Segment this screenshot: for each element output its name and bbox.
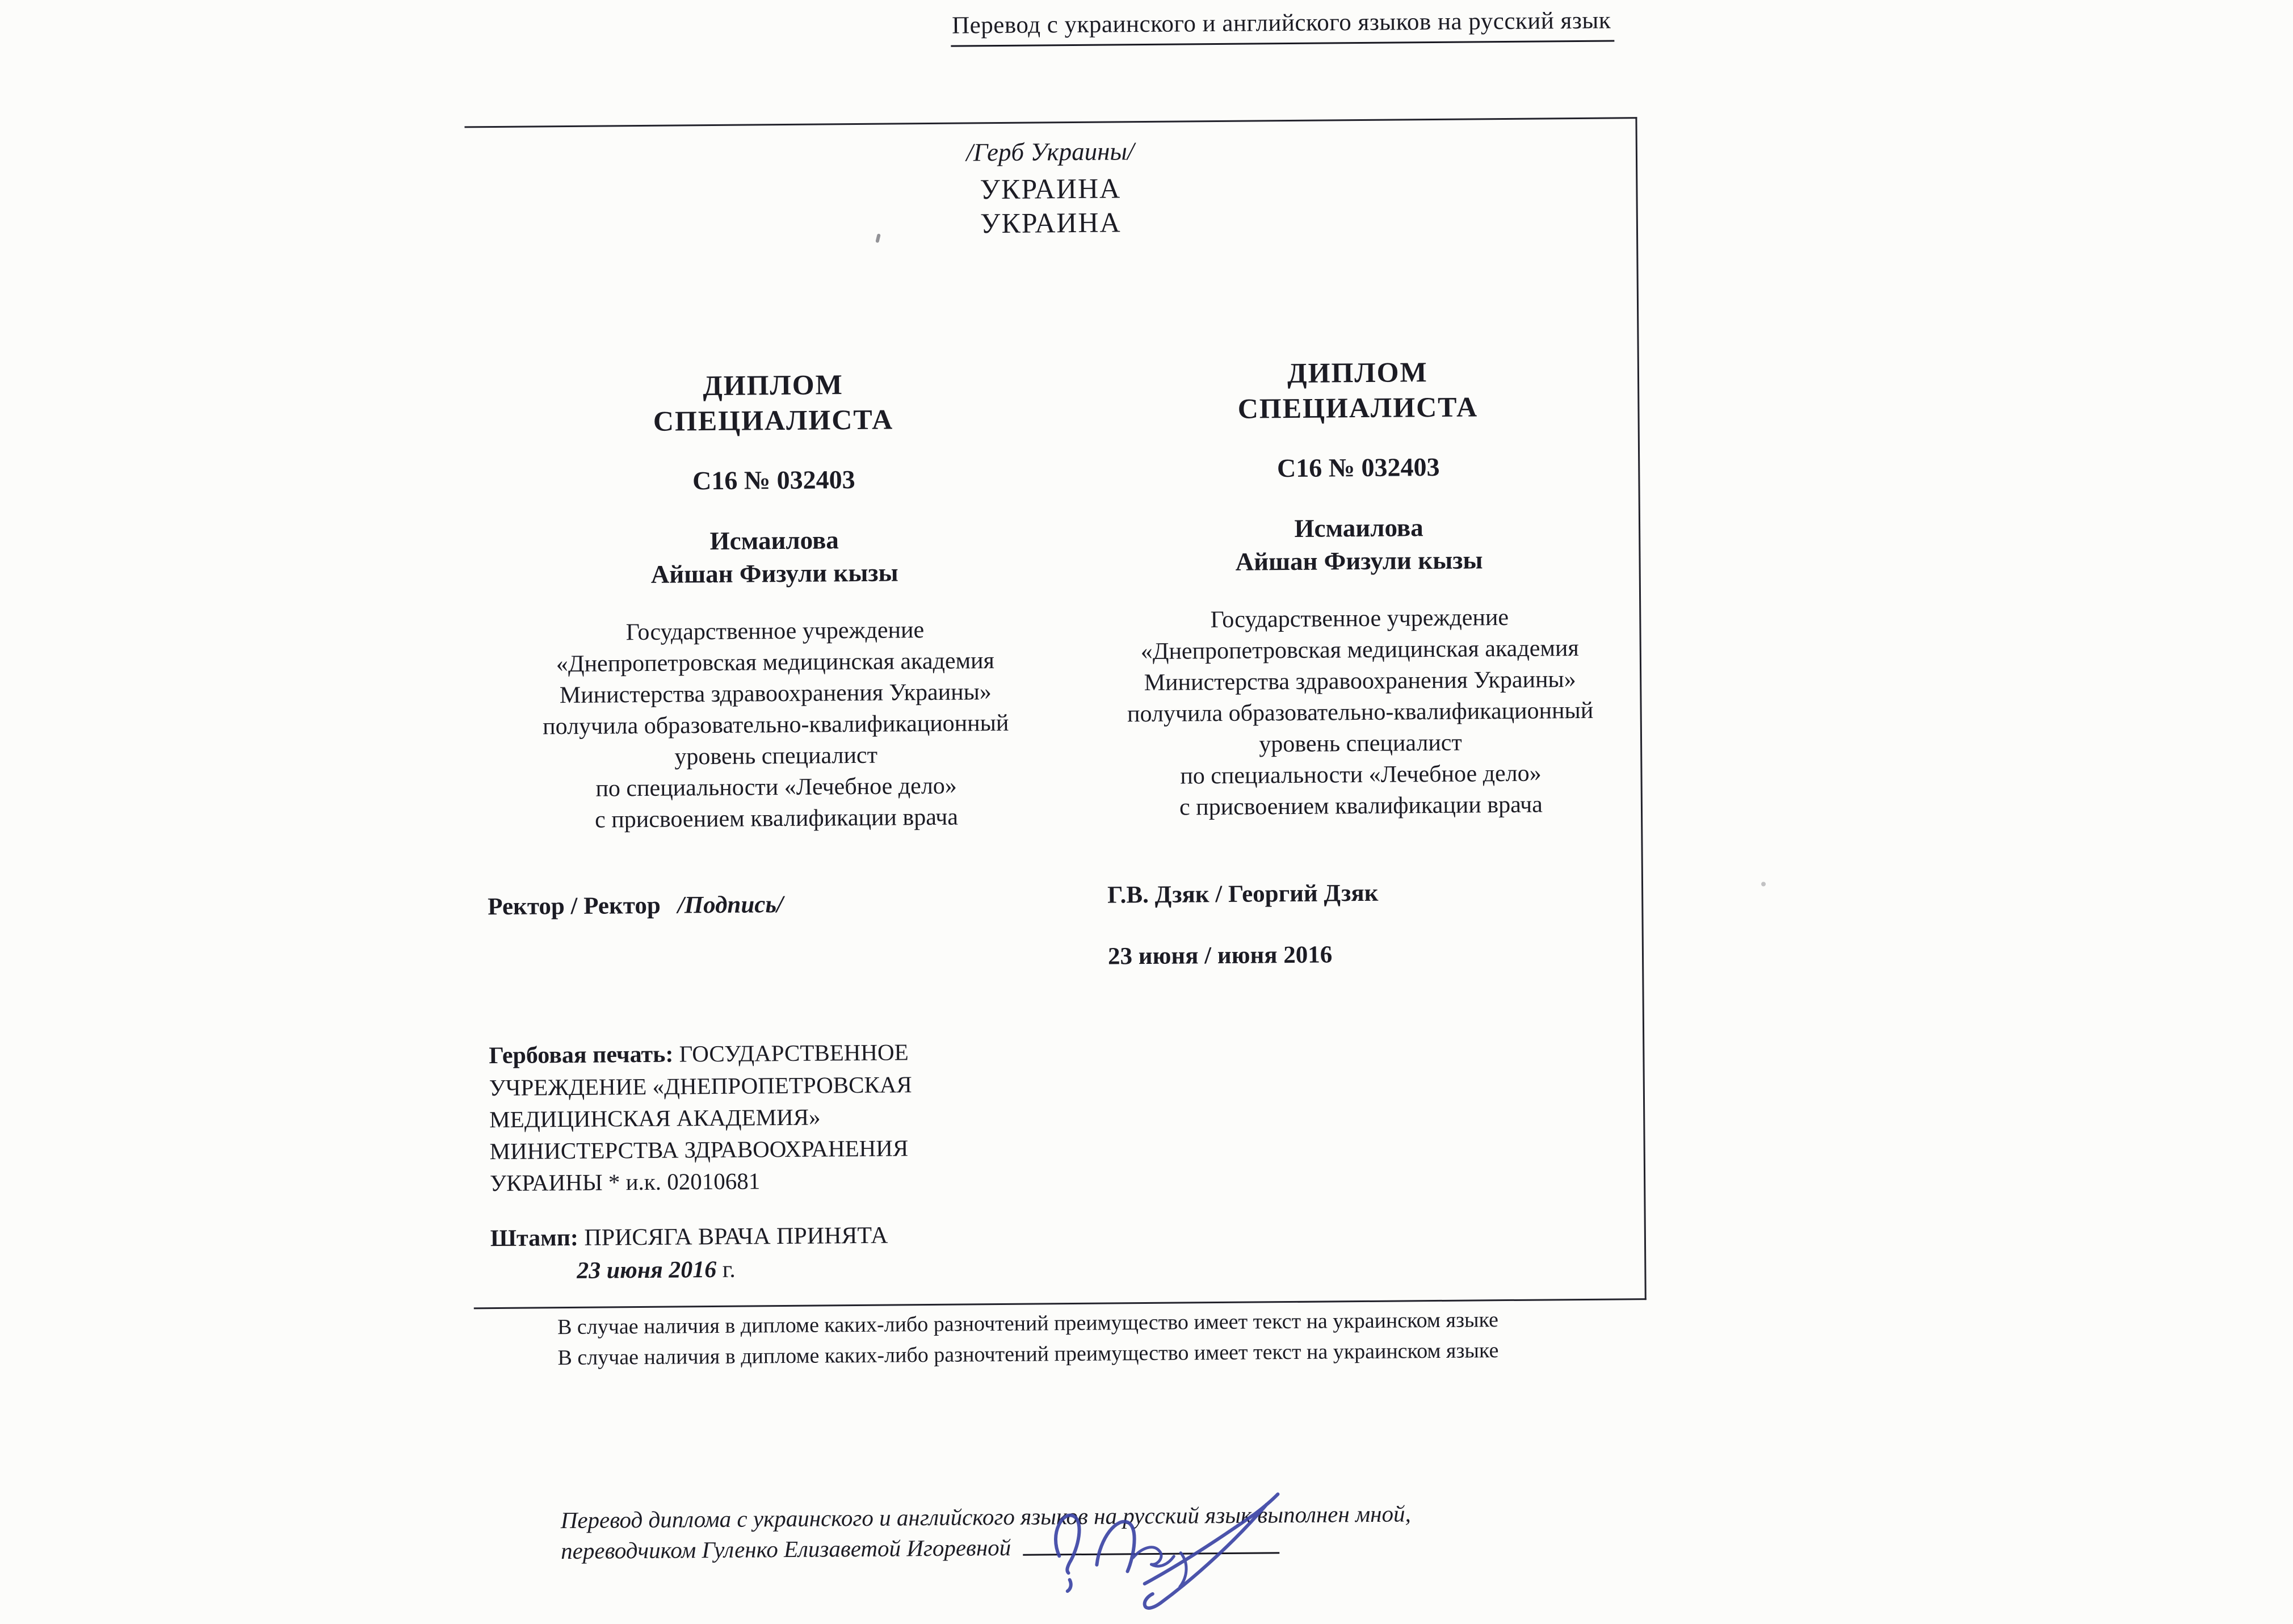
diploma-number: С16 № 032403 (692, 465, 855, 496)
body-line: по специальности «Лечебное дело» (595, 773, 957, 802)
body-line: «Днепропетровская медицинская академия (1140, 635, 1579, 665)
right-column (1077, 119, 1643, 1303)
holder-name (1081, 509, 1637, 580)
stamp-label: Штамп: (490, 1224, 579, 1252)
body-line: Министерства здравоохранения Украины» (1144, 666, 1576, 696)
seal-paragraph (489, 1035, 1007, 1199)
stamp-paragraph (490, 1219, 888, 1288)
diploma-title (484, 365, 1063, 440)
body-line: с присвоением квалификации врача (594, 804, 959, 833)
translation-direction-note: Перевод с украинского и английского языков на русский язык (951, 6, 1614, 47)
holder-given-names: Айшан Физули кызы (650, 558, 898, 589)
body-line: Государственное учреждение (625, 617, 925, 646)
holder-given-names: Айшан Физули кызы (1235, 545, 1483, 576)
issue-date: 23 июня / июня 2016 (1107, 941, 1333, 970)
translator-signature-ink (1019, 1469, 1292, 1613)
diploma-title-line2: СПЕЦИАЛИСТА (653, 403, 894, 437)
left-column (482, 123, 1070, 1307)
scan-speck (1761, 882, 1766, 886)
diploma-title-line1: ДИПЛОМ (1287, 356, 1428, 389)
holder-surname: Исмаилова (1294, 513, 1423, 543)
rector-signature-line (488, 891, 783, 921)
diploma-title (1080, 353, 1636, 427)
body-line: по специальности «Лечебное дело» (1180, 760, 1542, 790)
body-line: уровень специалист (1259, 729, 1462, 758)
body-line: уровень специалист (674, 742, 878, 770)
body-line: получила образовательно-квалификационный (543, 710, 1009, 740)
signature-strokes (1055, 1494, 1279, 1609)
holder-surname: Исмаилова (709, 526, 839, 556)
rector-name: Г.В. Дзяк / Георгий Дзяк (1107, 879, 1379, 909)
signature-placeholder: /Подпись/ (677, 891, 784, 919)
stamp-text: ПРИСЯГА ВРАЧА ПРИНЯТА (584, 1222, 888, 1251)
holder-name (485, 522, 1064, 592)
disclaimer-line1: В случае наличия в дипломе каких-либо разночтений преимущество имеет текст на украинском языке (557, 1308, 1499, 1340)
diploma-translation-frame (464, 117, 1646, 1309)
body-line: с присвоением квалификации врача (1179, 791, 1543, 821)
stamp-date-suffix: г. (716, 1256, 736, 1283)
country-title-line2: УКРАИНА (980, 206, 1122, 240)
seal-text: ГОСУДАРСТВЕННОЕ УЧРЕЖДЕНИЕ «ДНЕПРОПЕТРОВСКАЯ МЕДИЦИНСКАЯ АКАДЕМИЯ» МИНИСТЕРСТВА ЗДРАВООХРАНЕНИЯ УКРАИНЫ * и.к. 02010681 (489, 1039, 912, 1197)
body-line: получила образовательно-квалификационный (1127, 697, 1594, 728)
seal-label: Гербовая печать: (489, 1041, 674, 1069)
stamp-date-indent (577, 1257, 736, 1284)
translator-note-line1: Перевод диплома с украинского и английского языков на русский язык выполнен мной, (560, 1500, 1411, 1534)
body-line: «Днепропетровская медицинская академия (556, 648, 995, 678)
body-line: Государственное учреждение (1210, 604, 1509, 633)
diploma-body (1081, 601, 1639, 824)
disclaimer-line2: В случае наличия в дипломе каких-либо разночтений преимущество имеет текст на украинском языке (557, 1338, 1499, 1370)
translator-note-line2: переводчиком Гуленко Елизаветой Игоревной (561, 1534, 1011, 1564)
diploma-title-line1: ДИПЛОМ (703, 368, 844, 402)
coat-of-arms-note: /Герб Украины/ (966, 137, 1135, 167)
country-title-line1: УКРАИНА (980, 172, 1122, 205)
diploma-body (485, 614, 1066, 837)
rector-label: Ректор / Ректор (488, 892, 661, 921)
stamp-date: 23 июня 2016 (577, 1256, 717, 1284)
diploma-number: С16 № 032403 (1276, 452, 1440, 483)
body-line: Министерства здравоохранения Украины» (559, 679, 992, 709)
diploma-title-line2: СПЕЦИАЛИСТА (1237, 391, 1479, 425)
